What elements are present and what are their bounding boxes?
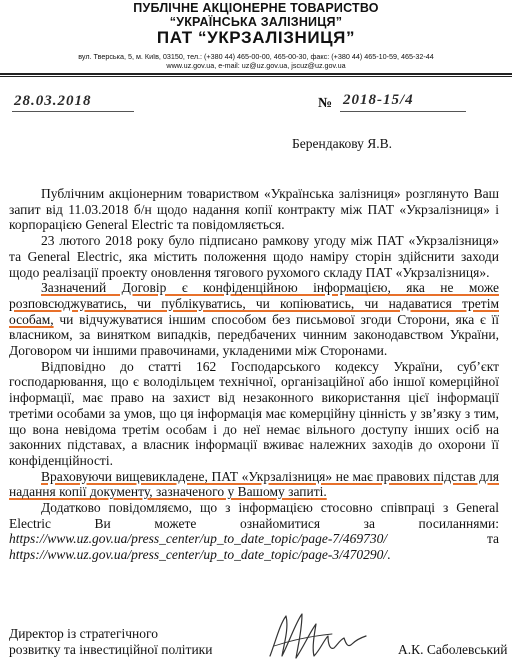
handwritten-date: 28.03.2018 (14, 93, 92, 109)
paragraph-agreement: 23 лютого 2018 року було підписано рамкову угоду між ПАТ «Укрзалізниця» та General Electric, яка містить положення щодо наміру сторін здійснити заходи щодо реалізації проекту оновлення тягового рухомого складу ПАТ «Укрзалізниця». (9, 233, 499, 280)
paragraph-confidential (9, 280, 499, 359)
signer-name: А.К. Саболевський (398, 642, 508, 657)
handwritten-signature (262, 610, 372, 664)
signer-title-line2: розвитку та інвестиційної політики (9, 642, 213, 657)
letterhead-divider (0, 73, 512, 75)
signer-title-line1: Директор із стратегічного (9, 626, 158, 641)
links-intro: Додатково повідомляємо, що з інформацією стосовно співпраці з General Electric Ви можете ознайомитися за посиланнями: (9, 500, 499, 531)
highlighted-refusal-text: Враховуючи вищевикладене, ПАТ «Укрзалізниця» не має правових підстав для надання копії документу, зазначеного у Вашому запиті. (9, 468, 499, 500)
letter-body (9, 186, 499, 563)
confidential-text-rest: чи відчужуватися іншим способом без письмової згоди Сторони, яка є її власником, за винятком випадків, передбачених чинним законодавством України, Договором чи іншими правочинами, укладеними між Сторонами. (9, 311, 499, 359)
addressee: Берендакову Я.В. (292, 136, 392, 151)
letterhead-address: вул. Тверська, 5, м. Київ, 03150, тел.: (+380 44) 465-00-00, 465-00-30, факс: (+380 44) 465-10-59, 465-32-44 (78, 52, 434, 61)
links-end: . (387, 547, 391, 563)
letterhead-company-name: “УКРАЇНСЬКА ЗАЛІЗНИЦЯ” (169, 15, 343, 29)
press-link-2[interactable]: https://www.uz.gov.ua/press_center/up_to_date_topic/page-3/470290/ (9, 547, 388, 563)
handwritten-number: 2018-15/4 (343, 92, 414, 108)
letterhead-company-type: ПУБЛІЧНЕ АКЦІОНЕРНЕ ТОВАРИСТВО (133, 1, 379, 15)
letterhead-short-name: ПАТ “УКРЗАЛІЗНИЦЯ” (156, 28, 356, 47)
paragraph-request: Публічним акціонерним товариством «Українська залізниця» розглянуто Ваш запит від 11.03.2018 б/н щодо надання копії контракту між ПАТ «Укрзалізниця» і корпорацією General Electric та повідомляється. (9, 186, 499, 233)
number-label: № (318, 96, 333, 111)
links-joiner: та (387, 531, 499, 547)
signer-title (9, 626, 212, 658)
highlighted-confidential-text: Зазначений Договір є конфіденційною інформацією, яка не може розповсюджуватись, чи публікуватись, чи копіюватись, чи надаватися третім особам, (9, 280, 499, 327)
paragraph-refusal (9, 469, 499, 500)
date-line (12, 111, 134, 112)
letterhead-web-email: www.uz.gov.ua, e-mail: uz@uz.gov.ua, jscuz@uz.gov.ua (166, 61, 346, 70)
paragraph-links (9, 500, 499, 563)
number-line (340, 111, 466, 112)
press-link-1[interactable]: https://www.uz.gov.ua/press_center/up_to_date_topic/page-7/469730/ (9, 531, 388, 547)
paragraph-legal-basis: Відповідно до статті 162 Господарського кодексу України, суб’єкт господарювання, що є володільцем технічної, організаційної або іншої комерційної інформації, має право на захист від незаконного використання цієї інформації третіми особами за умов, що ця інформація має комерційну цінність у зв’язку з тим, що вона невідома третім особам і до неї немає вільного доступу інших осіб на законних підставах, а власник інформації вживає належних заходів до охорони її конфіденційності. (9, 358, 499, 468)
letterhead-divider-thin (0, 76, 512, 77)
